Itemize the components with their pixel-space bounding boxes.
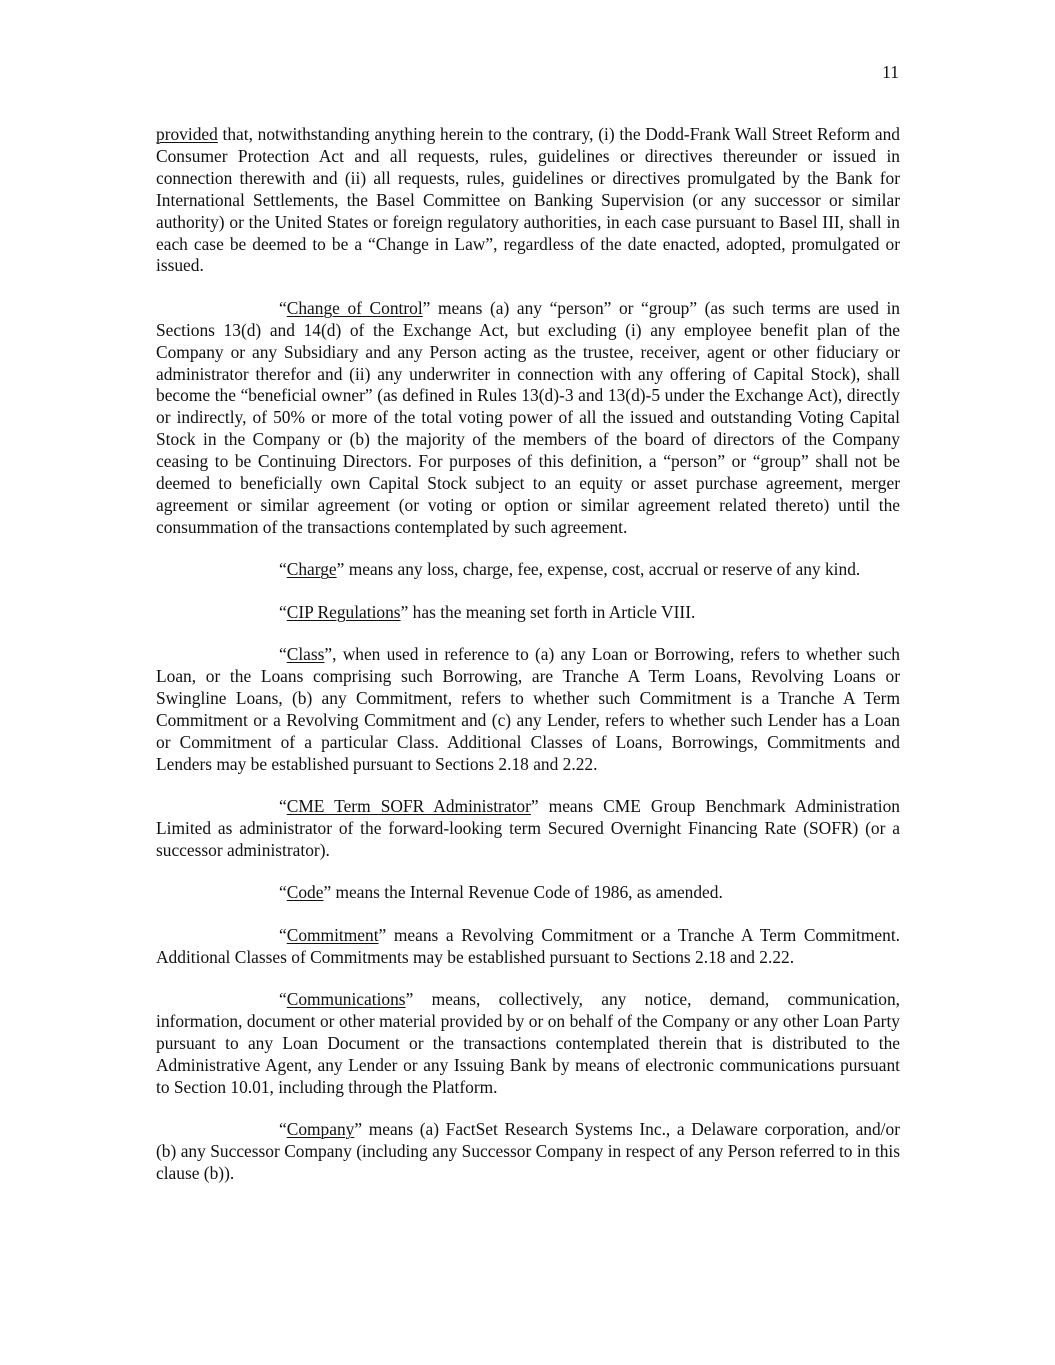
defined-term: Commitment	[286, 924, 379, 945]
paragraph-basel-proviso	[156, 124, 900, 277]
open-quote: “	[279, 989, 287, 1009]
definition-change-of-control	[156, 298, 900, 539]
definition-text: ” means CME Group Benchmark Administration Limited as administrator of the forward-looking term Secured Overnight Financing Rate (SOFR) (or a successor administrator).	[156, 796, 900, 860]
definition-text: ” means, collectively, any notice, demand, communication, information, document or other material provided by or on behalf of the Company or any other Loan Party pursuant to any Loan Document or the transactions contemplated therein that is distributed to the Administrative Agent, any Lender or any Issuing Bank by means of electronic communications pursuant to Section 10.01, including through the Platform.	[156, 989, 900, 1097]
definition-class	[156, 644, 900, 775]
defined-term: Class	[286, 644, 325, 665]
paragraph-text: that, notwithstanding anything herein to the contrary, (i) the Dodd-Frank Wall Street Reform and Consumer Protection Act and all requests, rules, guidelines or directives thereunder or issued in connection therewith and (ii) all requests, rules, guidelines or directives promulgated by the Bank for International Settlements, the Basel Committee on Banking Supervision (or any successor or similar authority) or the United States or foreign regulatory authorities, in each case pursuant to Basel III, shall in each case be deemed to be a “Change in Law”, regardless of the date enacted, adopted, promulgated or issued.	[156, 124, 900, 276]
open-quote: “	[279, 644, 287, 665]
definition-text: ” has the meaning set forth in Article VIII.	[400, 601, 696, 622]
open-quote: “	[279, 796, 287, 817]
defined-term: Change of Control	[286, 297, 423, 318]
definition-text: ” means a Revolving Commitment or a Tranche A Term Commitment. Additional Classes of Commitments may be established pursuant to Sections 2.18 and 2.22.	[156, 924, 900, 967]
defined-term: Communications	[286, 989, 406, 1009]
definition-charge	[156, 559, 900, 581]
definition-company	[156, 1119, 900, 1185]
open-quote: “	[279, 559, 287, 580]
definition-text: ” means (a) FactSet Research Systems Inc., a Delaware corporation, and/or (b) any Successor Company (including any Successor Company in respect of any Person referred to in this clause (b)).	[156, 1119, 900, 1183]
definition-commitment	[156, 925, 900, 969]
open-quote: “	[279, 297, 287, 318]
defined-term: CIP Regulations	[286, 601, 401, 622]
open-quote: “	[279, 601, 287, 622]
defined-term: CME Term SOFR Administrator	[286, 796, 531, 817]
open-quote: “	[279, 882, 287, 903]
defined-term: Code	[286, 882, 324, 903]
definition-cip-regulations	[156, 602, 900, 624]
open-quote: “	[279, 1119, 287, 1140]
defined-term: Charge	[286, 559, 337, 580]
definition-cme-term-sofr-administrator	[156, 796, 900, 862]
definition-code	[156, 882, 900, 904]
open-quote: “	[279, 924, 287, 945]
page-number: 11	[882, 62, 899, 82]
definition-text: ” means (a) any “person” or “group” (as such terms are used in Sections 13(d) and 14(d) of the Exchange Act, but excluding (i) any employee benefit plan of the Company or any Subsidiary and any Person acting as the trustee, receiver, agent or other fiduciary or administrator therefor and (ii) any underwriter in connection with any offering of Capital Stock), shall become the “beneficial owner” (as defined in Rules 13(d)-3 and 13(d)-5 under the Exchange Act), directly or indirectly, of 50% or more of the total voting power of all the issued and outstanding Voting Capital Stock in the Company or (b) the majority of the members of the board of directors of the Company ceasing to be Continuing Directors. For purposes of this definition, a “person” or “group” shall not be deemed to beneficially own Capital Stock subject to an equity or asset purchase agreement, merger agreement or similar agreement (or voting or option or similar agreement related thereto) until the consummation of the transactions contemplated by such agreement.	[156, 297, 901, 537]
defined-term: Company	[286, 1119, 355, 1140]
definition-communications	[156, 989, 900, 1099]
definition-text: ” means any loss, charge, fee, expense, cost, accrual or reserve of any kind.	[336, 559, 861, 580]
document-body	[156, 124, 900, 1205]
term-provided: provided	[156, 124, 218, 144]
definition-text: ” means the Internal Revenue Code of 1986, as amended.	[323, 882, 723, 903]
definition-text: ”, when used in reference to (a) any Loan or Borrowing, refers to whether such Loan, or the Loans comprising such Borrowing, are Tranche A Term Loans, Revolving Loans or Swingline Loans, (b) any Commitment, refers to whether such Commitment is a Tranche A Term Commitment or a Revolving Commitment and (c) any Lender, refers to whether such Lender has a Loan or Commitment of a particular Class. Additional Classes of Loans, Borrowings, Commitments and Lenders may be established pursuant to Sections 2.18 and 2.22.	[156, 644, 900, 774]
